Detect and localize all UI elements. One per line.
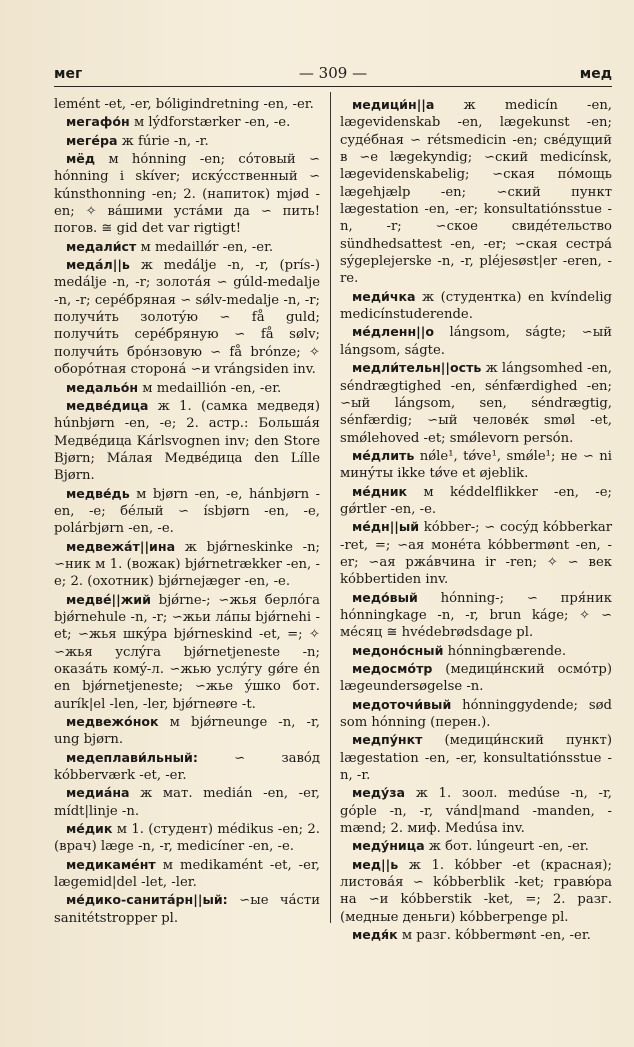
entry-headword: мéдн||ый [352,519,420,535]
entry-definition: м hónning -en; сóтовый ∽ hónning i skíver; искýсственный ∽ kúnsthonning -en; 2. (напиток) mjød -en; ✧ вáшими устáми да ∽ пить! погов. ≅ gid det var rigtigt! [54,152,320,237]
entry-headword: мегéра [66,132,118,148]
entry-headword: медеплави́льный: [66,749,198,765]
header-rule [54,86,612,87]
entry-headword: меди́чка [352,288,416,304]
dictionary-entry [54,96,320,113]
dictionary-entry [340,447,612,483]
entry-definition: lemént -et, -er, bóligindretning -en, -er. [54,97,314,112]
entry-definition: м medikamént -et, -er, lægemid|del -let, -ler. [54,857,320,891]
entry-headword: меду́ница [352,838,425,854]
dictionary-entry [340,926,612,944]
dictionary-entry [54,820,320,856]
left-column [54,96,320,927]
column-divider [330,92,331,923]
entry-definition: м 1. (студент) médikus -en; 2. (врач) læge -n, -r, medicíner -en, -e. [54,822,320,855]
entry-headword: медве́дь [66,485,130,501]
dictionary-entry [340,642,612,660]
entry-headword: мéдник [352,483,408,499]
entry-definition: ∽ые чáсти sanitétstropper pl. [54,893,320,926]
entry-definition: ж fúrie -n, -r. [117,133,209,149]
entry-definition: hónning-; ∽ пря́ник hónningkage -n, -r, brun káge; ✧ ∽ мéсяц ≅ hvédebrødsdage pl. [340,590,612,641]
entry-definition: ж (студентка) en kvíndelig medicínstuderende. [340,289,612,323]
entry-headword: медвежáт||ина [66,538,176,554]
entry-definition: kóbber-; ∽ сосýд kóbberkar -ret, =; ∽ая монéта kóbbermønt -en, -er; ∽ая ржáвчина ir -ren; ✧ ∽ век kóbbertiden inv. [340,520,612,588]
entry-headword: медали́ст [66,238,137,254]
entry-definition: ж medicín -en, lægevidenskab -en, lægekunst -en; судéбная ∽ rétsmedicin -en; свéдущий в ∽е lægekyndig; ∽ский medicínsk, lægevidenskabelig; ∽ская пóмощь lægehjælp -en; ∽ский пункт lægestation -en, -er; konsultatiónsstue -n, -r; ∽ское свидéтельство sündhedsattest -en, -er; ∽ская сестрá sýgeplejerske -n, -r, pléjesøst|er -eren, -re. [340,98,612,287]
entry-definition: ∽ завóд kóbberværk -et, -er. [54,750,320,784]
entry-definition: ж бот. lúngeurt -en, -er. [424,839,589,855]
entry-headword: мегафо́н [66,114,130,130]
entry-definition: ж 1. (самка медведя) húnbjørn -en, -e; 2. астр.: Большáя Медвéдица Kárlsvognen inv; den Store Bjørn; Мáлая Медвéдица den Lílle Bjørn. [54,398,320,484]
dictionary-entry [340,696,612,732]
dictionary-entry [54,256,320,378]
entry-headword: медвежóнок [66,714,159,730]
entry-headword: медáл||ь [66,257,130,273]
entry-headword: медосмóтр [352,661,433,676]
entry-headword: медоно́сный [352,642,444,658]
entry-definition: м bjørn -en, -e, hánbjørn -en, -e; бéлый ∽ ísbjørn -en, -e, polárbjørn -en, -e. [54,486,320,537]
entry-headword: мёд [66,151,96,167]
entry-headword: мед||ь [352,856,399,872]
entry-headword: медо́вый [352,589,418,605]
entry-headword: медпу́нкт [352,732,423,748]
dictionary-entry [54,132,320,150]
entry-definition: ж medálje -n, -r, (prís-) medálje -n, -r; золотáя ∽ gúld-medalje -n, -r; серéбряная ∽ sǿlv-medalje -n, -r; получи́ть золотýю ∽ få guld; получи́ть серéбряную ∽ få sølv; получи́ть брóнзовую ∽ få brónze; ✧ оборóтная сторонá ∽и vrángsiden inv. [54,258,320,378]
dictionary-entry [54,713,320,749]
dictionary-entry [340,323,612,359]
entry-headword: медвé||жий [66,591,151,607]
header-left-guideword: мег [54,66,83,82]
dictionary-entry [54,784,320,820]
entry-definition: ж 1. зоол. medúse -n, -r, góple -n, -r, vánd|mand -manden, -mænd; 2. миф. Medúsa inv. [340,786,612,837]
entry-headword: медиáна [66,785,130,801]
dictionary-entry [340,660,612,696]
entry-definition: bjǿrne-; ∽жья берлóга bjǿrnehule -n, -r; ∽жьи лáпы bjǿrnehi -et; ∽жья шкýра bjǿrneskind -et, =; ✧ ∽жья услýга bjǿrnetjeneste -n; оказáть комý-л. ∽жью услýгу gǿre én en bjǿrnetjeneste; ∽жье ýшко бот. aurík|el -len, -ler, bjǿrneøre -t. [54,592,320,712]
dictionary-entry [54,891,320,927]
entry-headword: ме́дико-санитáрн||ый: [66,892,228,908]
dictionary-entry [340,518,612,588]
entry-definition: hónningbærende. [443,643,567,659]
dictionary-entry [54,749,320,785]
dictionary-entry [54,856,320,892]
entry-definition: м bjǿrneunge -n, -r, ung bjørn. [54,715,320,748]
entry-definition: м kéddelflikker -en, -e; gǿrtler -en, -e. [340,484,612,517]
header-right-guideword: мед [579,66,612,82]
dictionary-entry [340,288,612,324]
dictionary-entry [340,856,612,926]
entry-definition: м medaillión -en, -er. [138,380,282,396]
entry-headword: меду́за [352,785,406,801]
entry-headword: ме́дик [66,821,113,837]
dictionary-entry [54,591,320,713]
dictionary-entry [340,731,612,784]
right-column [340,96,612,945]
entry-definition: м разг. kóbbermønt -en, -er. [397,928,591,944]
entry-headword: медве́дица [66,397,149,413]
dictionary-entry [54,538,320,591]
page-header [54,64,612,86]
entry-definition: (медици́нский осмóтр) lægeundersøgelse -n. [340,662,612,695]
dictionary-entry [340,483,612,519]
dictionary-entry [54,397,320,485]
dictionary-entry [54,379,320,397]
dictionary-entry [340,589,612,642]
entry-definition: ж bjǿrneskinke -n; ∽ник м 1. (вожак) bjǿrnetrækker -en, -e; 2. (охотник) bjǿrnejæger -en, -e. [54,539,320,590]
entry-headword: медя́к [352,927,398,943]
page-number: — 309 — [298,64,368,82]
entry-headword: мéдлить [352,447,415,463]
dictionary-entry [54,238,320,256]
entry-headword: медли́тельн||ость [352,360,482,376]
entry-headword: медоточи́вый [352,696,452,712]
entry-definition: hónninggydende; sød som hónning (перен.). [340,697,612,731]
entry-definition: ж lángsomhed -en, séndrægtighed -en, sénfærdighed -en; ∽ый lángsom, sen, séndrægtig, sénfærdig; ∽ый человéк smøl -et, smǿlehoved -et; smǿlevorn persón. [340,361,612,446]
dictionary-entry [54,150,320,238]
entry-definition: м lýdforstærker -en, -e. [129,115,291,131]
dictionary-entry [54,113,320,131]
dictionary-entry [340,784,612,837]
dictionary-entry [340,359,612,447]
dictionary-entry [340,96,612,288]
entry-headword: медици́н||а [352,97,435,112]
dictionary-entry [54,485,320,538]
entry-definition: nǿle¹, tǿve¹, smǿle¹; не ∽ ni минýты ikke tǿve et øjeblik. [340,448,612,482]
entry-definition: м medaillǿr -en, -er. [136,239,274,255]
entry-definition: ж 1. kóbber -et (красная); листовáя ∽ kóbberblik -ket; гравю́ра на ∽и kóbberstik -ket, =; 2. разг. (медные деньги) kóbberpenge pl. [340,857,612,925]
dictionary-entry [340,837,612,855]
entry-headword: медикамéнт [66,856,156,872]
entry-headword: мéдленн||о [352,324,435,340]
entry-headword: медальо́н [66,379,139,395]
entry-definition: lángsom, ságte; ∽ый lángsom, ságte. [340,325,612,358]
entry-definition: (медици́нский пункт) lægestation -en, -er, konsultatiónsstue -n, -r. [340,733,612,784]
entry-definition: ж мат. medián -en, -er, mídt|linje -n. [54,786,320,819]
